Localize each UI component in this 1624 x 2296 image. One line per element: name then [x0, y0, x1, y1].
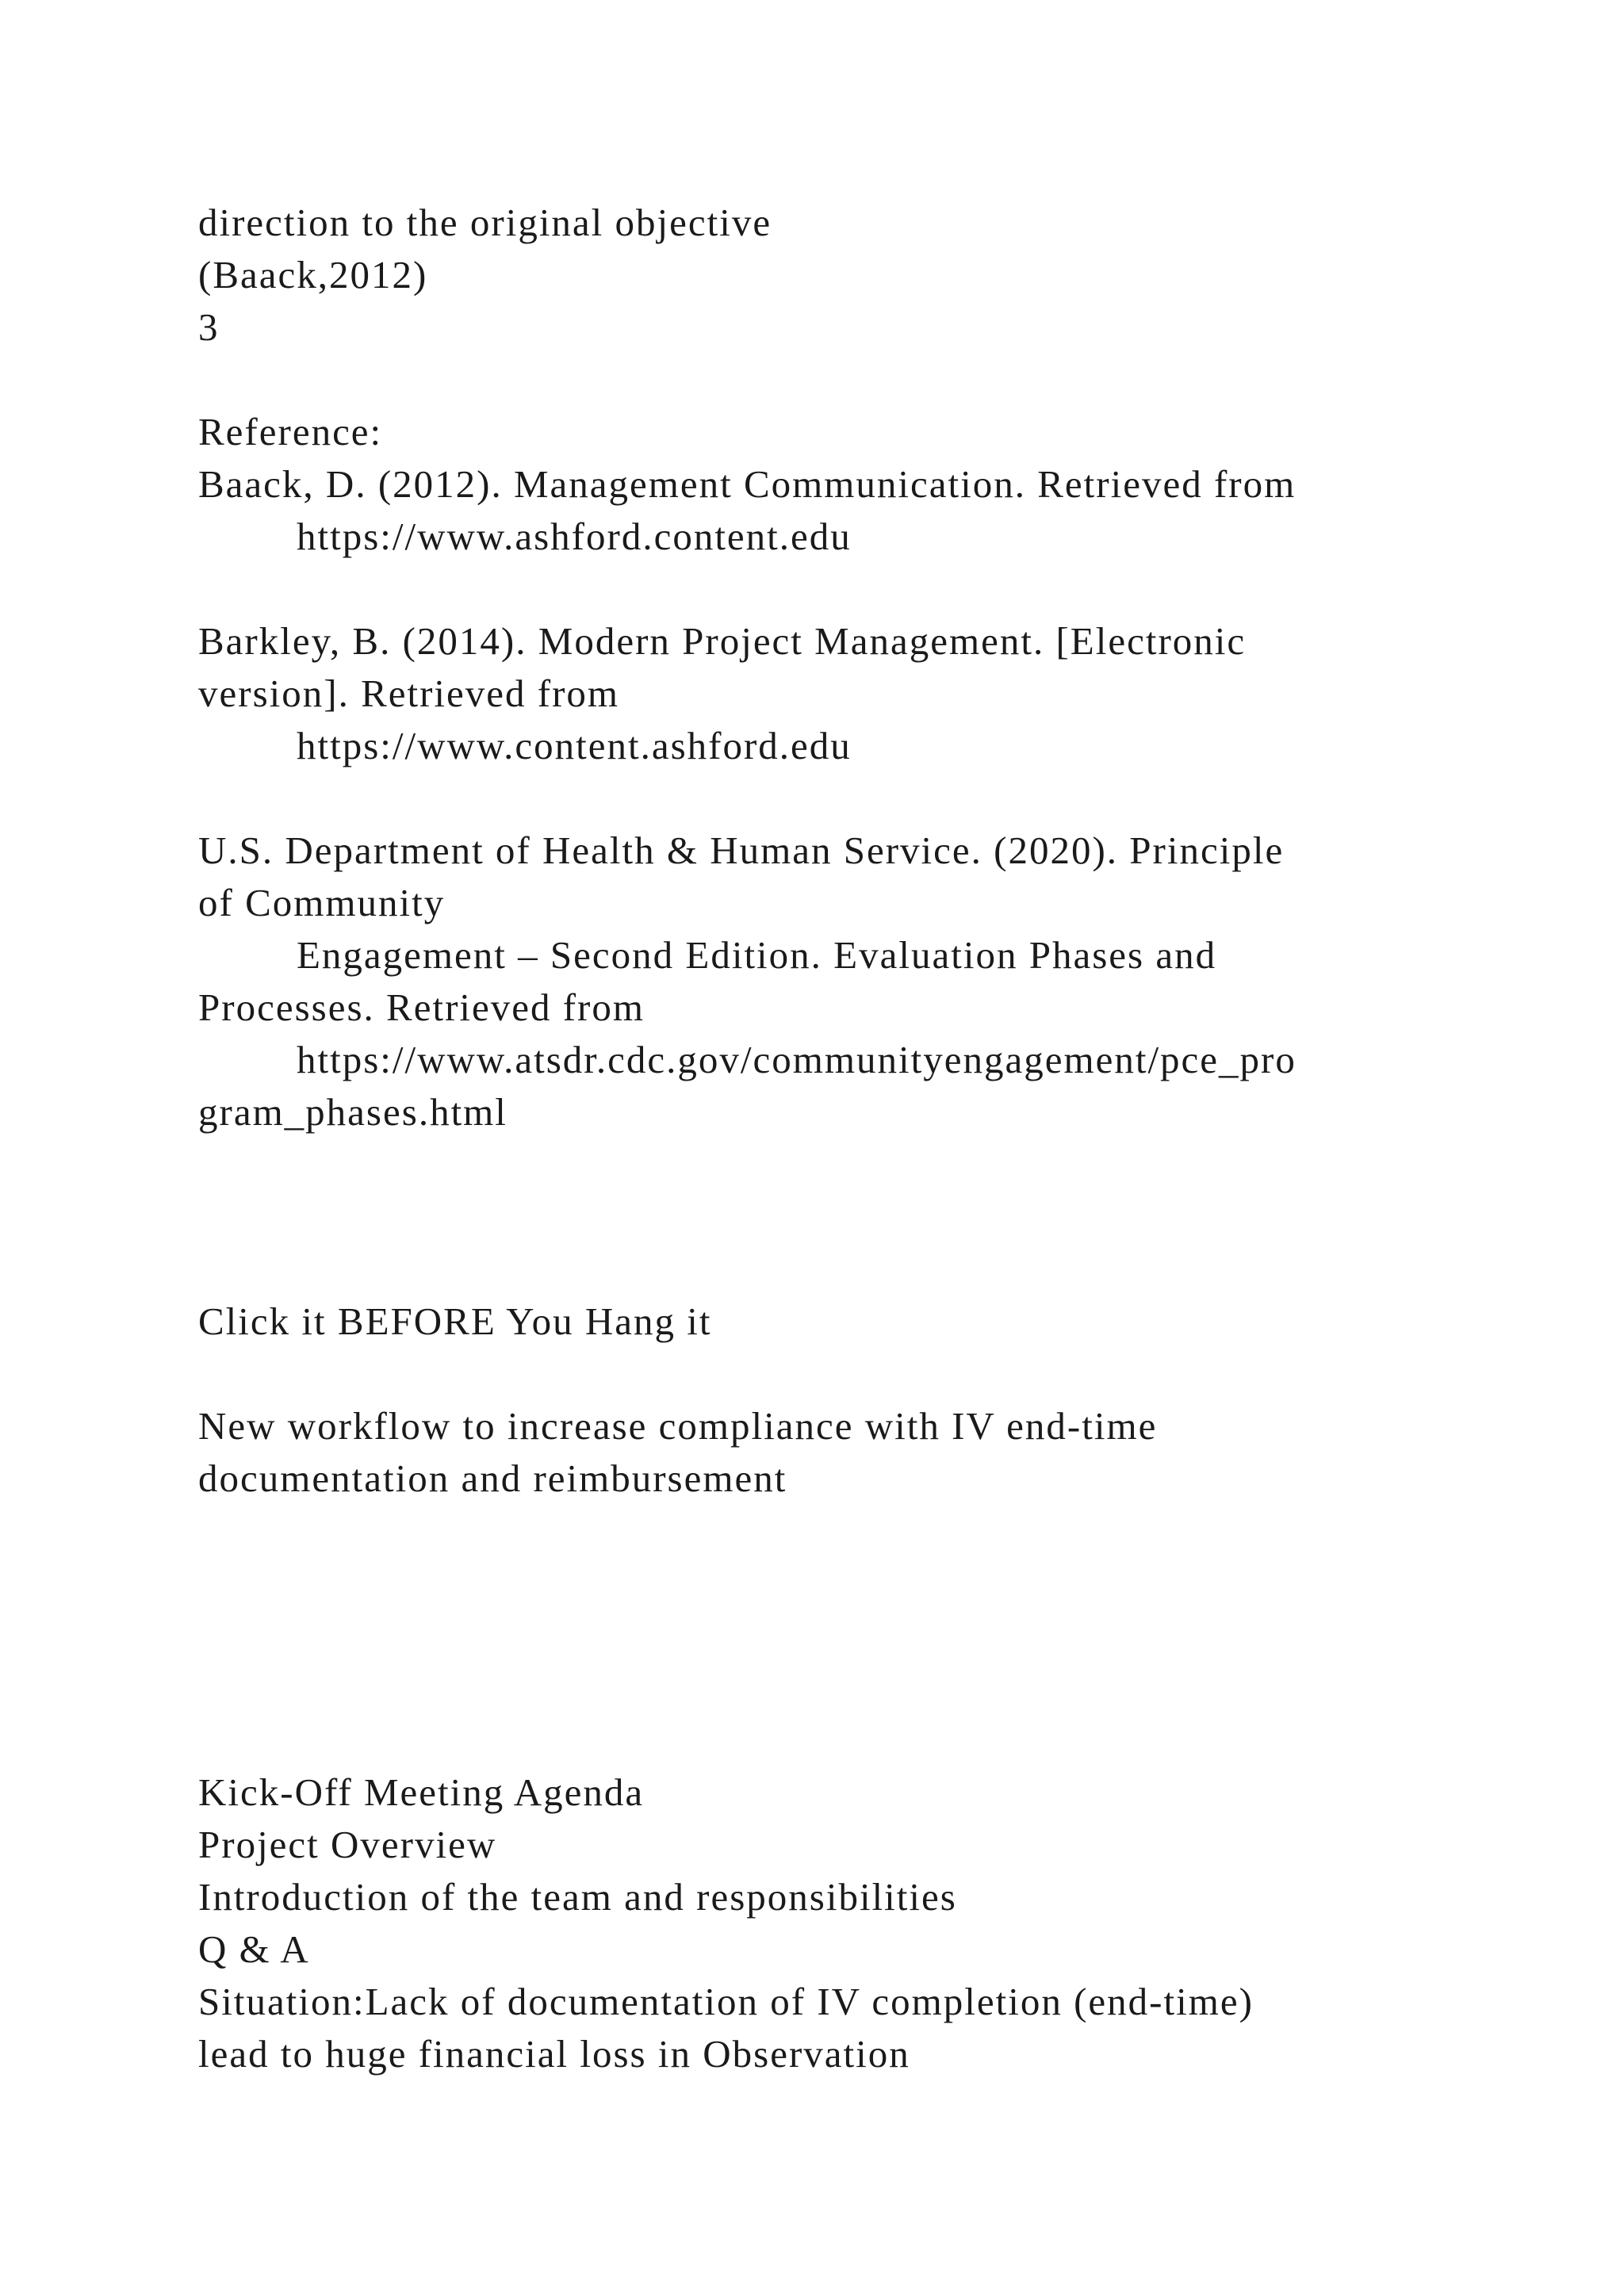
text-line: direction to the original objective	[198, 201, 772, 244]
reference-url: https://www.atsdr.cdc.gov/communityengagement/pce_pro	[297, 1038, 1297, 1081]
situation-text: Situation:Lack of documentation of IV completion (end-time)	[198, 1980, 1254, 2023]
reference-entry: version]. Retrieved from	[198, 672, 620, 715]
agenda-item: Project Overview	[198, 1823, 497, 1866]
reference-url: https://www.content.ashford.edu	[297, 724, 852, 767]
agenda-item: Introduction of the team and responsibilities	[198, 1875, 957, 1919]
reference-entry: Processes. Retrieved from	[198, 985, 645, 1029]
reference-entry: U.S. Department of Health & Human Service. (2020). Principle	[198, 828, 1285, 872]
slide-subtitle: documentation and reimbursement	[198, 1456, 787, 1500]
agenda-item: Q & A	[198, 1927, 310, 1971]
reference-entry: Barkley, B. (2014). Modern Project Management. [Electronic	[198, 619, 1247, 663]
reference-heading: Reference:	[198, 410, 383, 453]
slide-title: Click it BEFORE You Hang it	[198, 1299, 712, 1343]
reference-entry: Baack, D. (2012). Management Communication. Retrieved from	[198, 462, 1297, 506]
page-number: 3	[198, 305, 220, 349]
reference-url: gram_phases.html	[198, 1090, 508, 1134]
situation-text: lead to huge financial loss in Observation	[198, 2032, 910, 2076]
reference-entry: Engagement – Second Edition. Evaluation Phases and	[297, 933, 1217, 977]
agenda-heading: Kick-Off Meeting Agenda	[198, 1770, 645, 1814]
slide-subtitle: New workflow to increase compliance with IV end-time	[198, 1404, 1158, 1448]
reference-entry: of Community	[198, 881, 446, 924]
reference-url: https://www.ashford.content.edu	[297, 515, 852, 558]
citation: (Baack,2012)	[198, 253, 428, 297]
